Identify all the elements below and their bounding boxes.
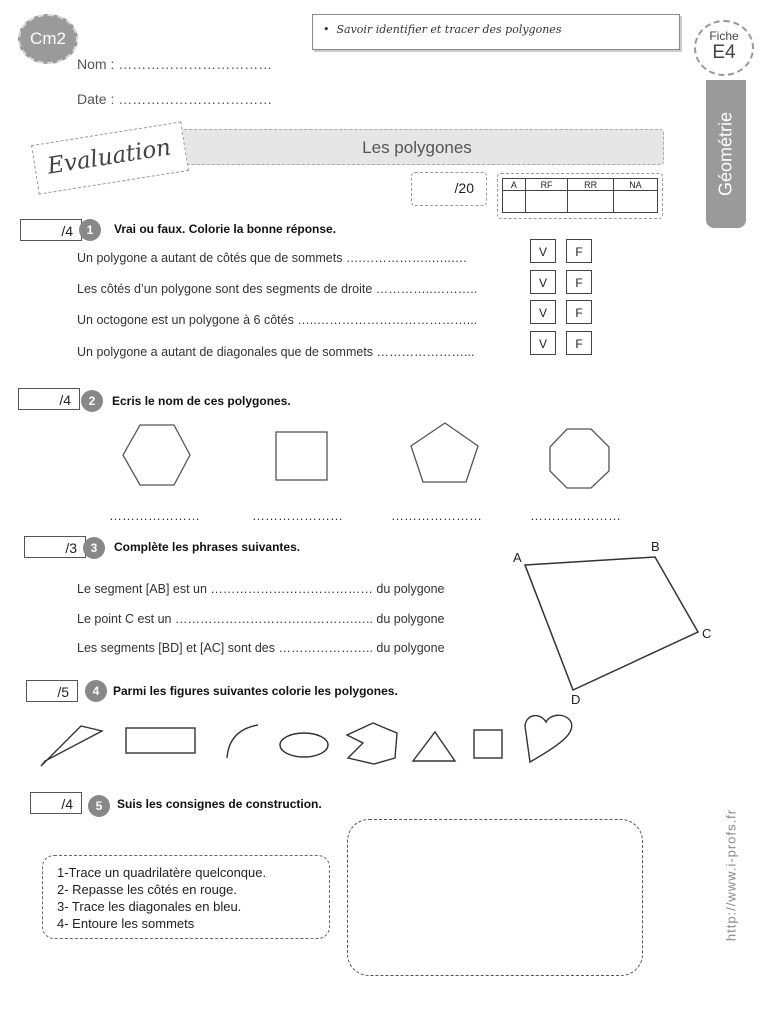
instruction-line: 4- Entoure les sommets — [57, 916, 195, 931]
nom-field[interactable]: Nom : …………………………… — [77, 56, 273, 72]
bullet-icon: • — [323, 23, 337, 36]
ex1-statement: Les côtés d’un polygone sont des segments de droite …………..……….. — [77, 282, 478, 296]
grading-grid — [497, 173, 663, 219]
objective-text: Savoir identifier et tracer des polygones — [336, 23, 562, 36]
ex5-score-box[interactable]: /4 — [30, 792, 82, 814]
ex2-title: Ecris le nom de ces polygones. — [112, 394, 291, 408]
date-field[interactable]: Date : …………………………… — [77, 91, 273, 107]
ex1-statement: Un polygone a autant de côtés que de sommets ….……………..…..…. — [77, 251, 467, 265]
ex1-statement: Un octogone est un polygone à 6 côtés …..………………………………... — [77, 313, 478, 327]
fiche-code: E4 — [712, 42, 736, 63]
level-badge: Cm2 — [18, 14, 78, 64]
arc-shape[interactable] — [227, 725, 258, 758]
false-box[interactable]: F — [566, 270, 592, 294]
answer-line[interactable]: ………………… — [109, 508, 200, 523]
octagon-shape — [550, 429, 609, 488]
true-box[interactable]: V — [530, 300, 556, 324]
footer-url: http://www.i-profs.fr — [723, 808, 739, 942]
instruction-line: 1-Trace un quadrilatère quelconque. — [57, 865, 267, 880]
ex2-shapes — [100, 415, 660, 497]
ex1-number: 1 — [79, 219, 101, 241]
evaluation-label-box — [31, 121, 189, 194]
vertex-label-a: A — [513, 550, 522, 565]
subject-label: Géométrie — [715, 111, 736, 197]
grade-cell[interactable] — [568, 191, 614, 213]
square-shape — [276, 432, 327, 480]
objective-box — [312, 14, 680, 50]
ex1-score-box[interactable]: /4 — [20, 219, 82, 241]
fiche-badge — [694, 20, 754, 76]
total-score-box[interactable]: /20 — [411, 172, 487, 206]
instruction-line: 3- Trace les diagonales en bleu. — [57, 899, 242, 914]
vertex-label-c: C — [702, 626, 712, 641]
pentagon-shape — [411, 423, 478, 482]
grade-col-rf: RF — [525, 179, 567, 191]
answer-line[interactable]: ………………… — [530, 508, 621, 523]
square-shape[interactable] — [474, 730, 502, 758]
answer-line[interactable]: ………………… — [252, 508, 343, 523]
quadrilateral-figure — [505, 535, 720, 710]
ex3-sentence: Le point C est un …………………………………….….. du polygone — [77, 612, 445, 626]
heart-shape[interactable] — [525, 715, 572, 762]
ellipse-shape[interactable] — [280, 733, 328, 757]
rectangle-shape[interactable] — [126, 728, 195, 753]
irregular-polygon-shape[interactable] — [347, 723, 397, 764]
grade-col-a: A — [503, 179, 526, 191]
instructions-box — [42, 855, 330, 939]
grade-col-rr: RR — [568, 179, 614, 191]
hexagon-shape — [123, 425, 190, 485]
ex3-title: Complète les phrases suivantes. — [114, 540, 301, 554]
answer-line[interactable]: ………………… — [391, 508, 482, 523]
ex5-number: 5 — [88, 795, 110, 817]
quadrilateral-shape[interactable] — [41, 726, 102, 766]
false-box[interactable]: F — [566, 239, 592, 263]
ex4-figures — [35, 708, 580, 772]
triangle-shape[interactable] — [413, 732, 455, 761]
false-box[interactable]: F — [566, 331, 592, 355]
grade-cell[interactable] — [525, 191, 567, 213]
quadrilateral-abcd — [525, 557, 698, 690]
ex1-title: Vrai ou faux. Colorie la bonne réponse. — [114, 222, 337, 236]
ex3-sentence: Les segments [BD] et [AC] sont des ………………….. du polygone — [77, 641, 445, 655]
true-box[interactable]: V — [530, 331, 556, 355]
true-box[interactable]: V — [530, 239, 556, 263]
ex5-title: Suis les consignes de construction. — [117, 797, 322, 811]
ex3-sentence: Le segment [AB] est un ………………………………… du polygone — [77, 582, 445, 596]
vertex-label-d: D — [571, 692, 581, 707]
ex4-score-box[interactable]: /5 — [26, 680, 78, 702]
false-box[interactable]: F — [566, 300, 592, 324]
evaluation-label: Evaluation — [45, 134, 173, 180]
ex3-number: 3 — [83, 537, 105, 559]
ex4-number: 4 — [85, 680, 107, 702]
vertex-label-b: B — [651, 539, 660, 554]
ex4-title: Parmi les figures suivantes colorie les polygones. — [113, 684, 398, 698]
ex2-number: 2 — [81, 390, 103, 412]
instruction-line: 2- Repasse les côtés en rouge. — [57, 882, 237, 897]
subject-tab — [706, 80, 746, 228]
grade-cell[interactable] — [613, 191, 657, 213]
drawing-area[interactable] — [347, 819, 643, 976]
fiche-label: Fiche — [709, 29, 739, 43]
page-title: Les polygones — [170, 129, 664, 165]
ex2-score-box[interactable]: /4 — [18, 388, 80, 410]
grade-cell[interactable] — [503, 191, 526, 213]
ex3-score-box[interactable]: /3 — [24, 536, 86, 558]
true-box[interactable]: V — [530, 270, 556, 294]
grade-col-na: NA — [613, 179, 657, 191]
ex1-statement: Un polygone a autant de diagonales que de sommets …………………... — [77, 345, 475, 359]
